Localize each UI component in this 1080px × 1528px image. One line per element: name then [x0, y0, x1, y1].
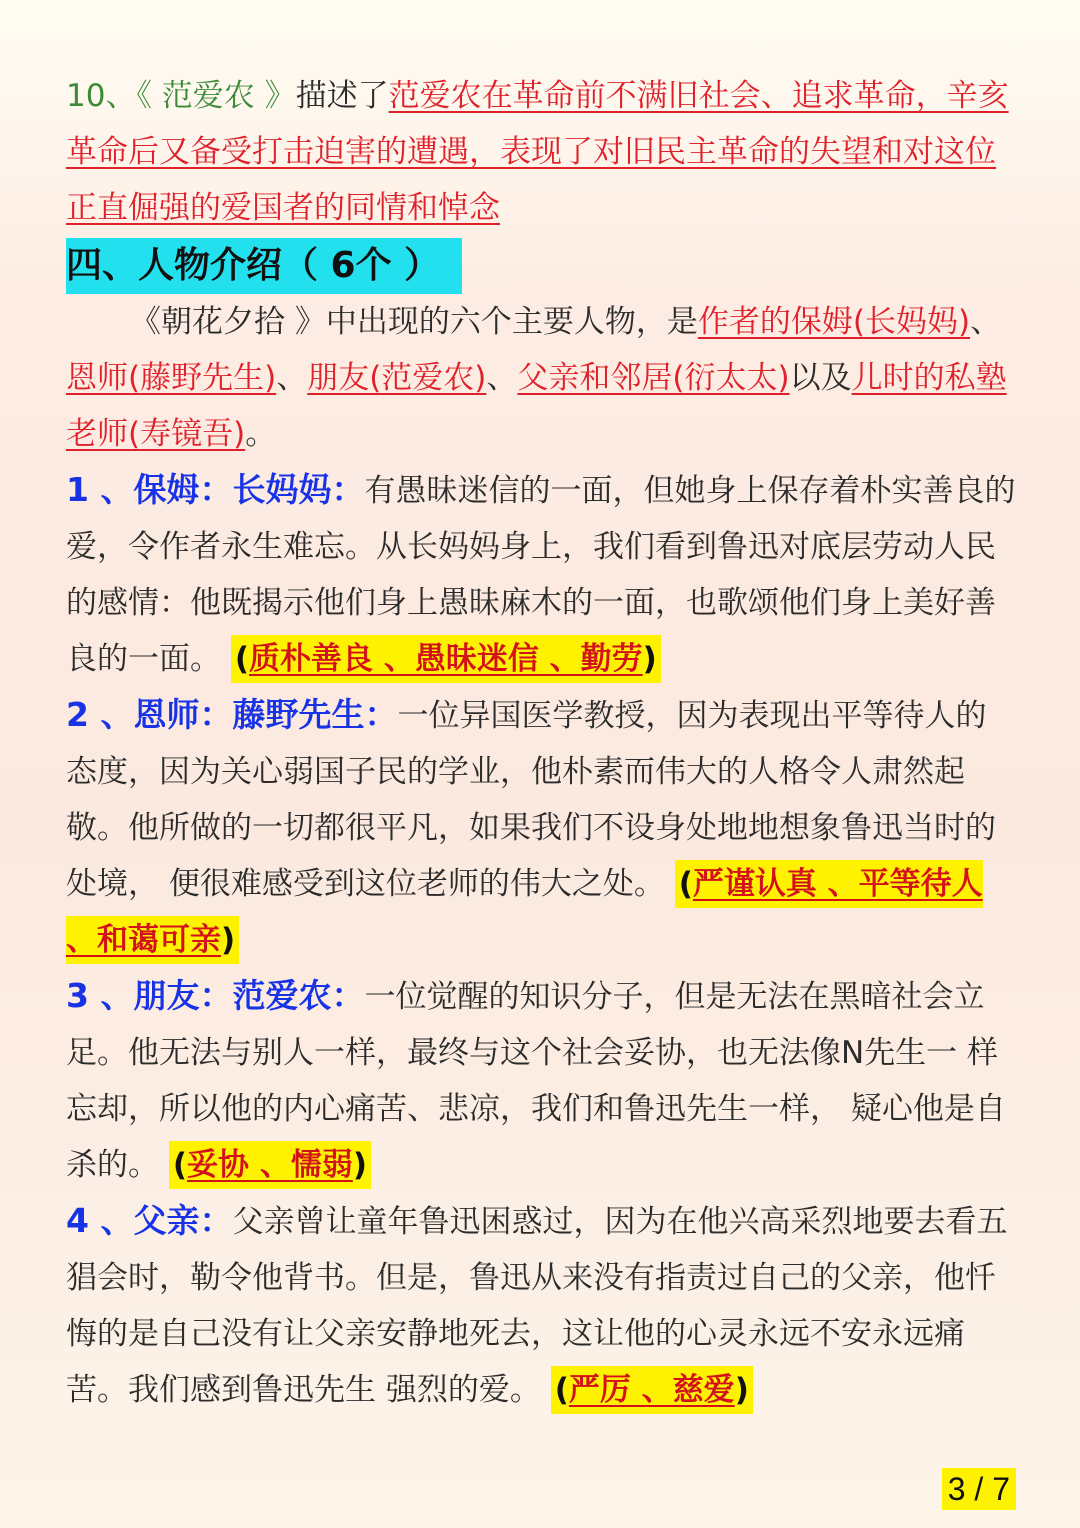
character-label: 1 、保姆：长妈妈： [66, 470, 365, 509]
item-10-verb: 描述了 [295, 78, 389, 114]
character-paragraph [66, 462, 1016, 687]
character-traits: 严谨认真 、平等待人 、和蔼可亲 [66, 866, 983, 958]
character-description: 一位觉醒的知识分子，但是无法在黑暗社会立足。他无法与别人一样，最终与这个社会妥协，也无法像N先生一 样忘却，所以他的内心痛苦、悲凉，我们和鲁迅先生一样， 疑心他是自杀的。 [66, 979, 1006, 1183]
character-traits-badge: (严厉 、慈爱) [551, 1366, 753, 1414]
item-10-paragraph [66, 68, 1016, 236]
intro-lead: 《朝花夕拾 》中出现的六个主要人物，是 [130, 304, 698, 340]
item-10-summary: 范爱农在革命前不满旧社会、追求革命，辛亥革命后又备受打击迫害的遭遇，表现了对旧民主革命的失望和对这位正直倔强的爱国者的同情和悼念 [66, 78, 1009, 226]
intro-paragraph [66, 294, 1016, 462]
item-10-title: 10、《 范爱农 》 [66, 78, 296, 114]
character-paragraph [66, 968, 1016, 1193]
intro-separator: 、 [486, 360, 518, 396]
character-label: 2 、恩师：藤野先生： [66, 695, 398, 734]
character-description: 父亲曾让童年鲁迅困惑过，因为在他兴高采烈地要去看五猖会时，勒令他背书。但是，鲁迅从来没有指责过自己的父亲，他忏悔的是自己没有让父亲安静地死去，这让他的心灵永远不安永远痛苦。我们感到鲁迅先生 强烈的爱。 [66, 1204, 1008, 1408]
character-paragraph [66, 1193, 1016, 1418]
document-body [66, 68, 1016, 1418]
character-description: 有愚昧迷信的一面，但她身上保存着朴实善良的爱，令作者永生难忘。从长妈妈身上，我们看到鲁迅对底层劳动人民的感情：他既揭示他们身上愚昧麻木的一面，也歌颂他们身上美好善良的一面。 [66, 473, 1016, 677]
intro-end: 。 [245, 416, 277, 452]
character-label: 4 、父亲： [66, 1201, 233, 1240]
character-traits-badge: (严谨认真 、平等待人 、和蔼可亲) [66, 860, 983, 964]
section-heading: 四、人物介绍（ 6个 ） [66, 238, 462, 294]
intro-separator: 、 [970, 304, 1002, 340]
character-traits-badge: (妥协 、懦弱) [169, 1141, 371, 1189]
character-traits-badge: (质朴善良 、愚昧迷信 、勤劳) [231, 635, 661, 683]
character-traits: 妥协 、懦弱 [187, 1147, 353, 1183]
intro-separator: 、 [276, 360, 308, 396]
intro-person-mentor: 恩师(藤野先生) [66, 360, 277, 396]
character-paragraph [66, 687, 1016, 968]
character-description: 一位异国医学教授，因为表现出平等待人的态度，因为关心弱国子民的学业，他朴素而伟大的人格令人肃然起敬。他所做的一切都很平凡，如果我们不设身处地地想象鲁迅当时的处境， 便很难感受到这位老师的伟大之处。 [66, 698, 996, 902]
page-number: 3 / 7 [942, 1468, 1016, 1510]
character-label: 3 、朋友：范爱农： [66, 976, 365, 1015]
intro-person-nanny: 作者的保姆(长妈妈) [697, 304, 971, 340]
intro-separator: 以及 [789, 360, 852, 396]
intro-person-teacher: 儿时的私塾老师(寿镜吾) [66, 360, 1007, 452]
intro-person-friend: 朋友(范爱农) [307, 360, 487, 396]
intro-person-father-neighbor: 父亲和邻居(衍太太) [517, 360, 790, 396]
character-traits: 质朴善良 、愚昧迷信 、勤劳 [249, 641, 643, 677]
character-traits: 严厉 、慈爱 [568, 1372, 735, 1408]
